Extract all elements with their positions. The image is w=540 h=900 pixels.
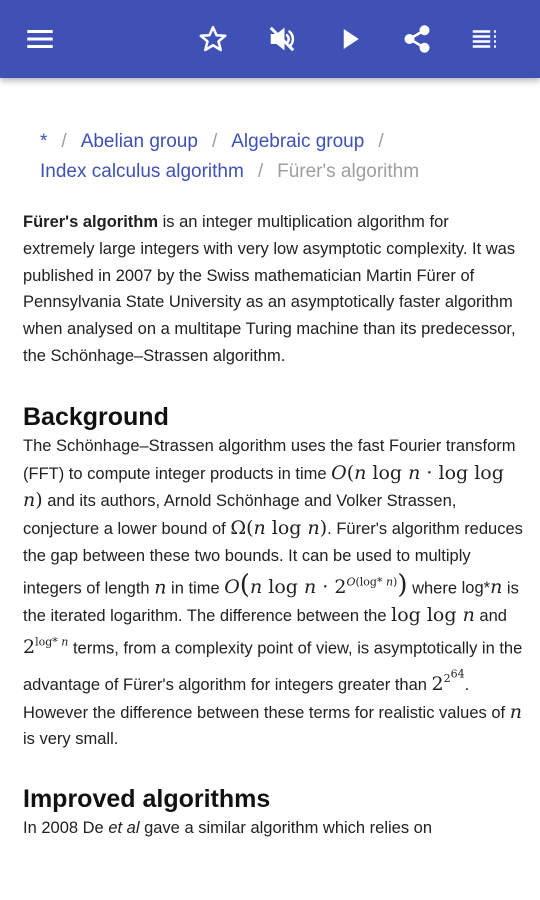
- app-bar: [0, 0, 540, 78]
- background-text-9: . However the difference between these terms for realistic values of: [23, 675, 506, 722]
- favorite-button[interactable]: [190, 16, 236, 62]
- table-of-contents-button[interactable]: [461, 16, 507, 62]
- improved-text-em: et al: [108, 819, 140, 838]
- background-text-3: . Fürer's algorithm reduces the gap between these two bounds. It can be used to multiply integers of length: [23, 520, 523, 598]
- formula-furer-complexity: O(n $\log n \cdot 2^{O(log* n)}$): [224, 570, 408, 601]
- play-button[interactable]: [327, 16, 373, 62]
- formula-lower-bound: Ω(n log n): [230, 517, 328, 540]
- mute-icon: [267, 24, 297, 54]
- background-text-6: is the iterated logarithm. The difference between the: [23, 579, 519, 625]
- menu-icon: [25, 24, 55, 54]
- background-text-10: is very small.: [23, 730, 119, 749]
- formula-log-log-n: log log n: [391, 603, 475, 626]
- breadcrumb: [40, 127, 510, 187]
- article-title-bold: Fürer's algorithm: [23, 213, 159, 231]
- breadcrumb-separator: /: [257, 161, 264, 182]
- breadcrumb-link-algebraic-group[interactable]: Algebraic group: [231, 131, 365, 152]
- breadcrumb-link-home[interactable]: *: [40, 131, 48, 152]
- article-body: [23, 209, 523, 842]
- improved-text-1: In 2008 De: [23, 819, 109, 838]
- formula-iterated-log: log*n: [461, 576, 503, 599]
- formula-two-pow-log-star: $2^{log* n}$: [23, 635, 69, 659]
- background-text-1: The Schönhage–Strassen algorithm uses the fast Fourier transform (FFT) to compute integer products in time: [23, 436, 516, 483]
- improved-paragraph: [23, 815, 523, 842]
- background-text-2: and its authors, Arnold Schönhage and Volker Strassen, conjecture a lower bound of: [23, 492, 457, 539]
- formula-n: n: [154, 576, 167, 599]
- formula-two-pow-two-pow-64: $2^{2^{64}}$: [431, 667, 465, 695]
- formula-fft-complexity: O(n log n · log log n): [23, 461, 504, 512]
- toc-icon: [469, 24, 499, 54]
- mute-button[interactable]: [259, 16, 305, 62]
- breadcrumb-link-index-calculus[interactable]: Index calculus algorithm: [40, 161, 244, 182]
- intro-text: is an integer multiplication algorithm for extremely large integers with very low asymptotic complexity. It was published in 2007 by the Swiss mathematician Martin Fürer of Pennsylvania State University as an asymptotically faster algorithm when analysed on a multitape Turing machine than its predecessor, the Schönhage–Strassen algorithm.: [23, 213, 516, 365]
- breadcrumb-separator: /: [378, 131, 384, 152]
- background-text-5: where: [407, 579, 458, 598]
- section-heading-background: Background: [23, 402, 169, 431]
- background-text-4: in time: [166, 579, 220, 598]
- menu-button[interactable]: [17, 16, 63, 62]
- play-icon: [335, 24, 365, 54]
- background-text-8: terms, from a complexity point of view, is asymptotically in the advantage of Fürer's algorithm for integers greater than: [23, 639, 523, 694]
- background-paragraph: [23, 433, 523, 753]
- share-icon: [402, 24, 432, 54]
- improved-text-2: gave a similar algorithm which relies on: [139, 819, 433, 838]
- background-text-7: and: [474, 606, 507, 625]
- star-icon: [198, 24, 228, 54]
- content-area[interactable]: [0, 78, 540, 900]
- breadcrumb-link-abelian-group[interactable]: Abelian group: [80, 131, 198, 152]
- breadcrumb-separator: /: [61, 131, 67, 152]
- breadcrumb-separator: /: [211, 131, 218, 152]
- section-heading-improved-algorithms: Improved algorithms: [23, 785, 271, 814]
- breadcrumb-current: Fürer's algorithm: [277, 161, 420, 182]
- intro-paragraph: [23, 209, 523, 370]
- share-button[interactable]: [394, 16, 440, 62]
- formula-n: n: [509, 700, 522, 723]
